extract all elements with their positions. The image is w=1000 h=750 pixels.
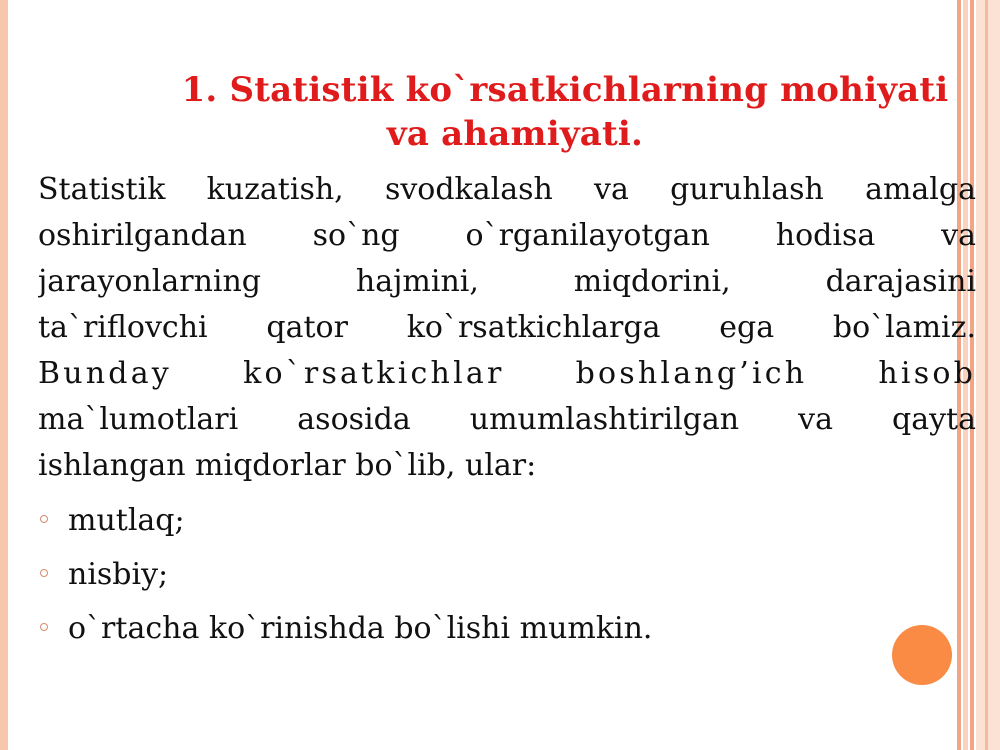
bullet-list	[38, 498, 652, 660]
paragraph-line: oshirilgandan so`ng o`rganilayotgan hodisa va	[38, 218, 976, 253]
bullet-circle-icon	[40, 569, 48, 577]
list-item	[38, 498, 652, 552]
bullet-text: mutlaq;	[68, 503, 185, 538]
paragraph-line: Bunday ko`rsatkichlar boshlang’ich hisob	[38, 356, 976, 391]
bullet-circle-icon	[40, 515, 48, 523]
paragraph-line: jarayonlarning hajmini, miqdorini, darajasini	[38, 264, 976, 299]
paragraph-line: ishlangan miqdorlar bo`lib, ular:	[38, 448, 537, 483]
paragraph-line: ma`lumotlari asosida umumlashtirilgan va qayta	[38, 402, 976, 437]
list-item	[38, 552, 652, 606]
paragraph-line: Statistik kuzatish, svodkalash va guruhlash amalga	[38, 172, 976, 207]
slide-title	[100, 68, 1000, 156]
bullet-text: o`rtacha ko`rinishda bo`lishi mumkin.	[68, 611, 653, 646]
orange-circle-icon	[892, 625, 952, 685]
slide-title-line: 1. Statistik ko`rsatkichlarning mohiyati	[181, 70, 949, 110]
paragraph-line: ta`riflovchi qator ko`rsatkichlarga ega bo`lamiz.	[38, 310, 976, 345]
body-paragraph	[38, 167, 976, 489]
slide-title-line: va ahamiyati.	[386, 114, 644, 154]
bullet-text: nisbiy;	[68, 557, 169, 592]
list-item	[38, 606, 652, 660]
bullet-circle-icon	[40, 623, 48, 631]
